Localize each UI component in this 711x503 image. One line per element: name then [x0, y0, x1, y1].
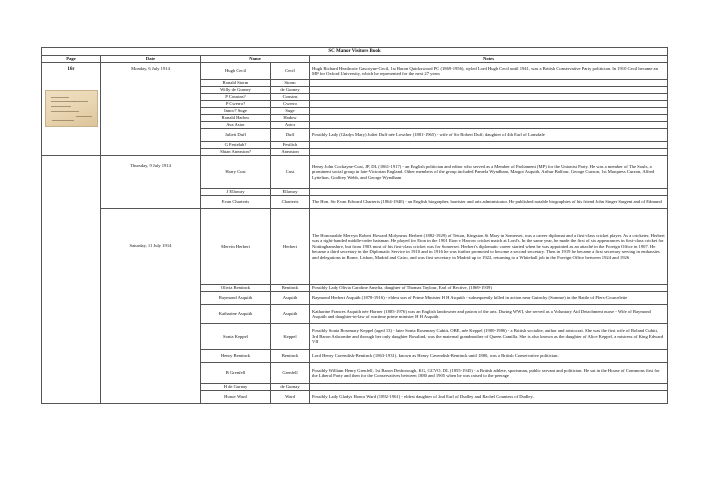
visitor-surname: Charteris: [271, 196, 310, 209]
visitors-book-sheet: [41, 47, 667, 404]
visitor-surname: Hadow: [271, 115, 310, 122]
visitor-surname: Asquith: [271, 305, 310, 324]
visitor-name: Juliett Duff: [201, 129, 271, 142]
visitor-notes: [310, 94, 668, 101]
visitor-name: Henry Bentinck: [201, 350, 271, 363]
col-header-notes: Notes: [310, 56, 668, 63]
visitor-name: Harry Cust: [201, 156, 271, 189]
visitor-name: H de Gurnay: [201, 384, 271, 391]
visitor-notes: Hugh Richard Heathcote Gascoyne-Cecil, 1st Baron Quickswood PC (1869-1956), styled Lord Hugh Cecil until 1941, was a British Conservative Party politician. In 1910 Cecil became an MP for Oxford University, which he represented for the next 27 years: [310, 63, 668, 80]
visitor-notes: Henry John Cockayne-Cust, JP, DL (1861-1917) - an English politician and editor who served as a Member of Parliament (MP) for the Unionist Party. He was a member of The Souls, a prominent social group in late-Victorian England. Other members of the group included Pamela Wyndham, Margot Asquith, Arthur Balfour, George Curzon, 1st Marquess Curzon, Alfred Lyttelton, Godfrey Webb, and George Wyndham: [310, 156, 668, 189]
table-row: [42, 156, 668, 189]
page-cell: [42, 63, 101, 156]
sheet-title: SC Manor Visitors Book: [42, 48, 668, 56]
visitor-notes: Katharine Frances Asquith née Horner (1885-1976) was an English landowner and patron of the arts. During WWI, she served as a Voluntary Aid Detachment nurse - Wife of Raymond Asquith and daughter-in-law of wartime prime minister H H Asquith.: [310, 305, 668, 324]
visitor-surname: Bentinck: [271, 350, 310, 363]
visitor-name: Sonia Keppel: [201, 324, 271, 350]
visitor-name: Raymond Asquith: [201, 292, 271, 305]
visitor-name: Ronald Hadow: [201, 115, 271, 122]
visitor-surname: Storm: [271, 80, 310, 87]
visitor-surname: Grenfell: [271, 363, 310, 384]
visitor-notes: Raymond Herbert Asquith (1878-1916) - eldest son of Prime Minister H H Asquith - subsequently killed in action near Guinchy (Somme) in the Battle of Flers-Courcelette: [310, 292, 668, 305]
visitor-surname: Herbert: [271, 209, 310, 285]
visitor-surname: Aneaston: [271, 149, 310, 156]
visitor-name: Willy de Gurney: [201, 87, 271, 94]
visitor-surname: Cousins: [271, 94, 310, 101]
visitor-name: Olivia Bentinck: [201, 285, 271, 292]
header-row: [42, 56, 668, 63]
visitor-notes: The Honourable Mervyn Robert Howard Molyneux Herbert (1882-1929) of Tetton, Kingston St Mary in Somerset, was a career diplomat and a first-class cricket player. As a cricketer, Herbert was a right-handed middle-order batsman. He played for Eton in the 1901 Eton v Harrow cricket match at Lord's. In the same year, he made the first of six appearances in first-class cricket for Nottinghamshire, but from 1903 most of his first-class cricket was for Somerset. Herbert's diplomatic career started when he was appointed as an attaché in the Foreign Office in 1907. He became a third secretary in the Diplomatic Service in 1910 and in 1916 he was further promoted to become a second secretary. Then in 1919 he became a first secretary serving in embassies and delegations in Rome, Lisbon, Madrid and Cairo, and was first secretary in Madrid up to 1922, returning to a Whitehall job in the Foreign Office between 1924 and 1926: [310, 209, 668, 285]
visitor-surname: Cwerro: [271, 101, 310, 108]
visitor-notes: [310, 384, 668, 391]
visitor-surname: Cecil: [271, 63, 310, 80]
visitor-name: G Festelah?: [201, 142, 271, 149]
date-cell: Thursday, 9 July 1914: [101, 156, 201, 209]
visitor-notes: Lord Henry Cavendish-Bentinck (1863-1931), known as Henry Cavendish-Bentinck until 1880, was a British Conservative politician.: [310, 350, 668, 363]
page-number: 16r: [67, 67, 75, 72]
col-header-name: Name: [201, 56, 310, 63]
visitor-surname: Astor: [271, 122, 310, 129]
col-header-page: Page: [42, 56, 101, 63]
visitor-notes: Possibly William Henry Grenfell, 1st Baron Desborough, KG, GCVO, DL (1855-1945) - a British athlete, sportsman, public servant and politician. He sat in the House of Commons first for the Liberal Party and then for the Conservatives between 1880 and 1905 when he was raised to the peerage: [310, 363, 668, 384]
visitor-name: Innoc? Suge: [201, 108, 271, 115]
visitor-notes: [310, 101, 668, 108]
visitor-surname: de Gurney: [271, 87, 310, 94]
visitor-notes: Possibly Lady Gladys Honor Ward (1892-1961) - eldest daughter of 2nd Earl of Dudley and Rachel Countess of Dudley.: [310, 391, 668, 404]
visitor-surname: Asquith: [271, 292, 310, 305]
visitor-notes: Possibly Lady Olivia Caroline Amelia, daughter of Thomas Taylour, Earl of Bective, (1869-1939): [310, 285, 668, 292]
visitor-notes: [310, 108, 668, 115]
table-row: [42, 63, 668, 80]
visitor-surname: Ellaway: [271, 189, 310, 196]
visitor-name: B Grenfell: [201, 363, 271, 384]
visitor-name: Katharine Asquith: [201, 305, 271, 324]
page-cell-empty: [42, 156, 101, 404]
page-thumbnail-image[interactable]: [45, 90, 98, 127]
title-row: [42, 48, 668, 56]
visitor-notes: [310, 80, 668, 87]
visitor-notes: [310, 142, 668, 149]
visitor-name: Ronald Storm: [201, 80, 271, 87]
visitor-notes: [310, 189, 668, 196]
visitor-surname: de Gurnay: [271, 384, 310, 391]
visitor-name: P Cwerro?: [201, 101, 271, 108]
visitor-name: P Cousins?: [201, 94, 271, 101]
visitor-surname: Bentinck: [271, 285, 310, 292]
visitor-surname: Festlich: [271, 142, 310, 149]
visitor-name: J Ellaway: [201, 189, 271, 196]
visitor-name: Ava Astor: [201, 122, 271, 129]
visitor-notes: Possibly Lady (Gladys Mary) Juliet Duff née Lowther (1881-1965) - wife of Sir Robert Duff; daughter of 4th Earl of Lonsdale: [310, 129, 668, 142]
col-header-date: Date: [101, 56, 201, 63]
visitor-name: Evan Charteris: [201, 196, 271, 209]
date-cell: Monday, 6 July 1914: [101, 63, 201, 156]
visitors-table: [41, 47, 668, 404]
visitor-name: Honor Ward: [201, 391, 271, 404]
visitor-notes: [310, 149, 668, 156]
visitor-surname: Keppel: [271, 324, 310, 350]
visitor-name: Hugh Cecil: [201, 63, 271, 80]
visitor-surname: Suge: [271, 108, 310, 115]
table-row: [42, 209, 668, 285]
visitor-notes: [310, 115, 668, 122]
visitor-notes: [310, 122, 668, 129]
visitor-surname: Cust: [271, 156, 310, 189]
visitor-notes: [310, 87, 668, 94]
visitor-notes: The Hon. Sir Evan Edward Charteris (1864-1940) - an English biographer, barrister and arts administrator. He published notable biographies of his friend John Singer Sargent and of Edmund: [310, 196, 668, 209]
visitor-surname: Ward: [271, 391, 310, 404]
date-cell: Saturday, 11 July 1914: [101, 209, 201, 404]
visitor-notes: Possibly Sonia Rosemary Keppel (aged 13) - later Sonia Rosemary Cubitt, OBE, née Keppel (1900-1986) - a British socialite, author and aristocrat. She was the first wife of Roland Cubitt, 3rd Baron Ashcombe and through her only daughter Rosalind, was the maternal grandmother of Queen Camilla. She is also known as the daughter of Alice Keppel, a mistress of King Edward VII: [310, 324, 668, 350]
visitor-name: Shian Aneaston?: [201, 149, 271, 156]
visitor-name: Mervin Herbert: [201, 209, 271, 285]
visitor-surname: Duff: [271, 129, 310, 142]
